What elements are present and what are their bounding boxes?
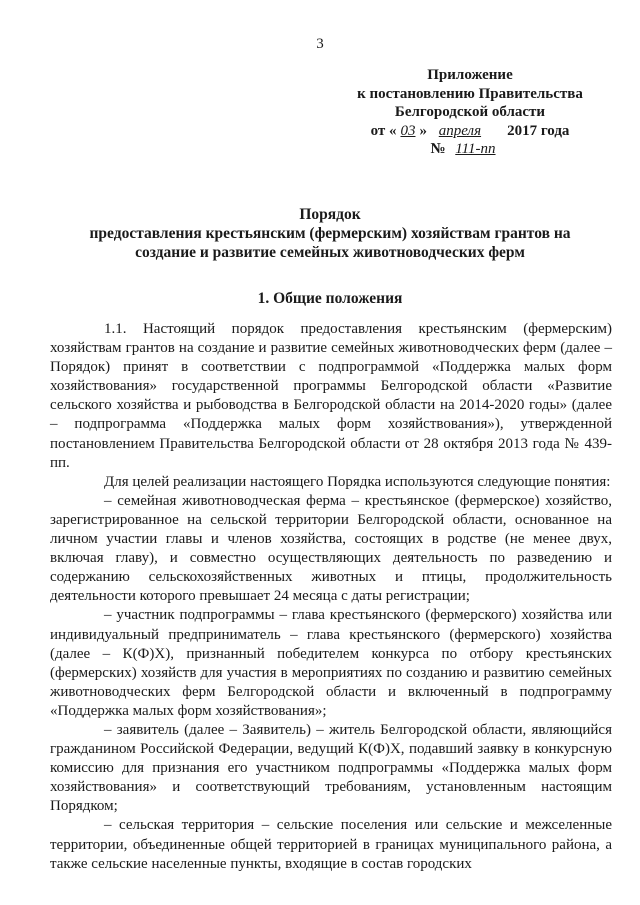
date-day: 03 — [400, 122, 416, 139]
title-line-1: Порядок — [299, 206, 361, 223]
section-heading: 1. Общие положения — [257, 290, 403, 307]
resolution-reference: к постановлению Правительства — [357, 85, 583, 102]
number-value: 111-пп — [455, 141, 496, 157]
date-mid: » — [419, 122, 427, 139]
resolution-number — [330, 140, 610, 159]
document-title — [50, 205, 610, 262]
paragraph-1-1: 1.1. Настоящий порядок предоставления крестьянским (фермерским) хозяйствам грантов на создание и развитие семейных животноводческих ферм (далее – Порядок) принят в соответствии с подпрограммой «Поддержка малых форм хозяйствования» государственной программы Белгородской области «Развитие сельского хозяйства и рыбоводства в Белгородской области на 2014-2020 годы» (далее – подпрограмма «Поддержка малых форм хозяйствования»), утвержденной постановлением Правительства Белгородской области от 28 октября 2013 года № 439-пп. — [50, 321, 612, 471]
definition-family-farm: – семейная животноводческая ферма – крестьянское (фермерское) хозяйство, зарегистрированное на сельской территории Белгородской области, основанное на личном участии главы и членов хозяйства, состоящих в родстве (не менее двух, включая главу), и совместно осуществляющих деятельность по разведению и содержанию сельскохозяйственных животных и птицы, продолжительность деятельности которого превышает 24 месяца с даты регистрации; — [50, 492, 612, 605]
title-line-3: создание и развитие семейных животноводческих ферм — [135, 244, 525, 261]
appendix-header — [330, 66, 610, 159]
document-body — [50, 320, 612, 874]
region-name: Белгородской области — [394, 104, 546, 120]
page-number: 3 — [316, 36, 324, 52]
date-year: 2017 года — [507, 122, 570, 139]
number-prefix: № — [430, 141, 446, 157]
paragraph-definitions-intro: Для целей реализации настоящего Порядка используются следующие понятия: — [104, 473, 611, 490]
title-line-2: предоставления крестьянским (фермерским) хозяйствам грантов на — [89, 225, 571, 242]
definition-applicant: – заявитель (далее – Заявитель) – житель Белгородской области, являющийся гражданином Российской Федерации, ведущий К(Ф)Х, подавший заявку в конкурсную комиссию для признания его участником подпрограммы «Поддержка малых форм хозяйствования» и соответствующий требованиям, установленным настоящим Порядком; — [50, 721, 612, 815]
appendix-label: Приложение — [427, 67, 513, 83]
date-month: апреля — [438, 122, 482, 139]
date-prefix: от « — [370, 122, 397, 139]
resolution-date — [330, 122, 610, 141]
definition-rural-territory: – сельская территория – сельские поселения или сельские и межселенные территории, объединенные общей территорией в границах муниципального района, а также сельские населенные пункты, входящие в состав городских — [50, 817, 612, 872]
definition-program-participant: – участник подпрограммы – глава крестьянского (фермерского) хозяйства или индивидуальный предприниматель – глава крестьянского (фермерского) хозяйства (далее – К(Ф)Х), признанный победителем конкурса по отбору крестьянских (фермерских) хозяйств для участия в мероприятиях по созданию и развитию семейных животноводческих ферм Белгородской области и включенный в подпрограмму «Поддержка малых форм хозяйствования»; — [50, 607, 612, 719]
